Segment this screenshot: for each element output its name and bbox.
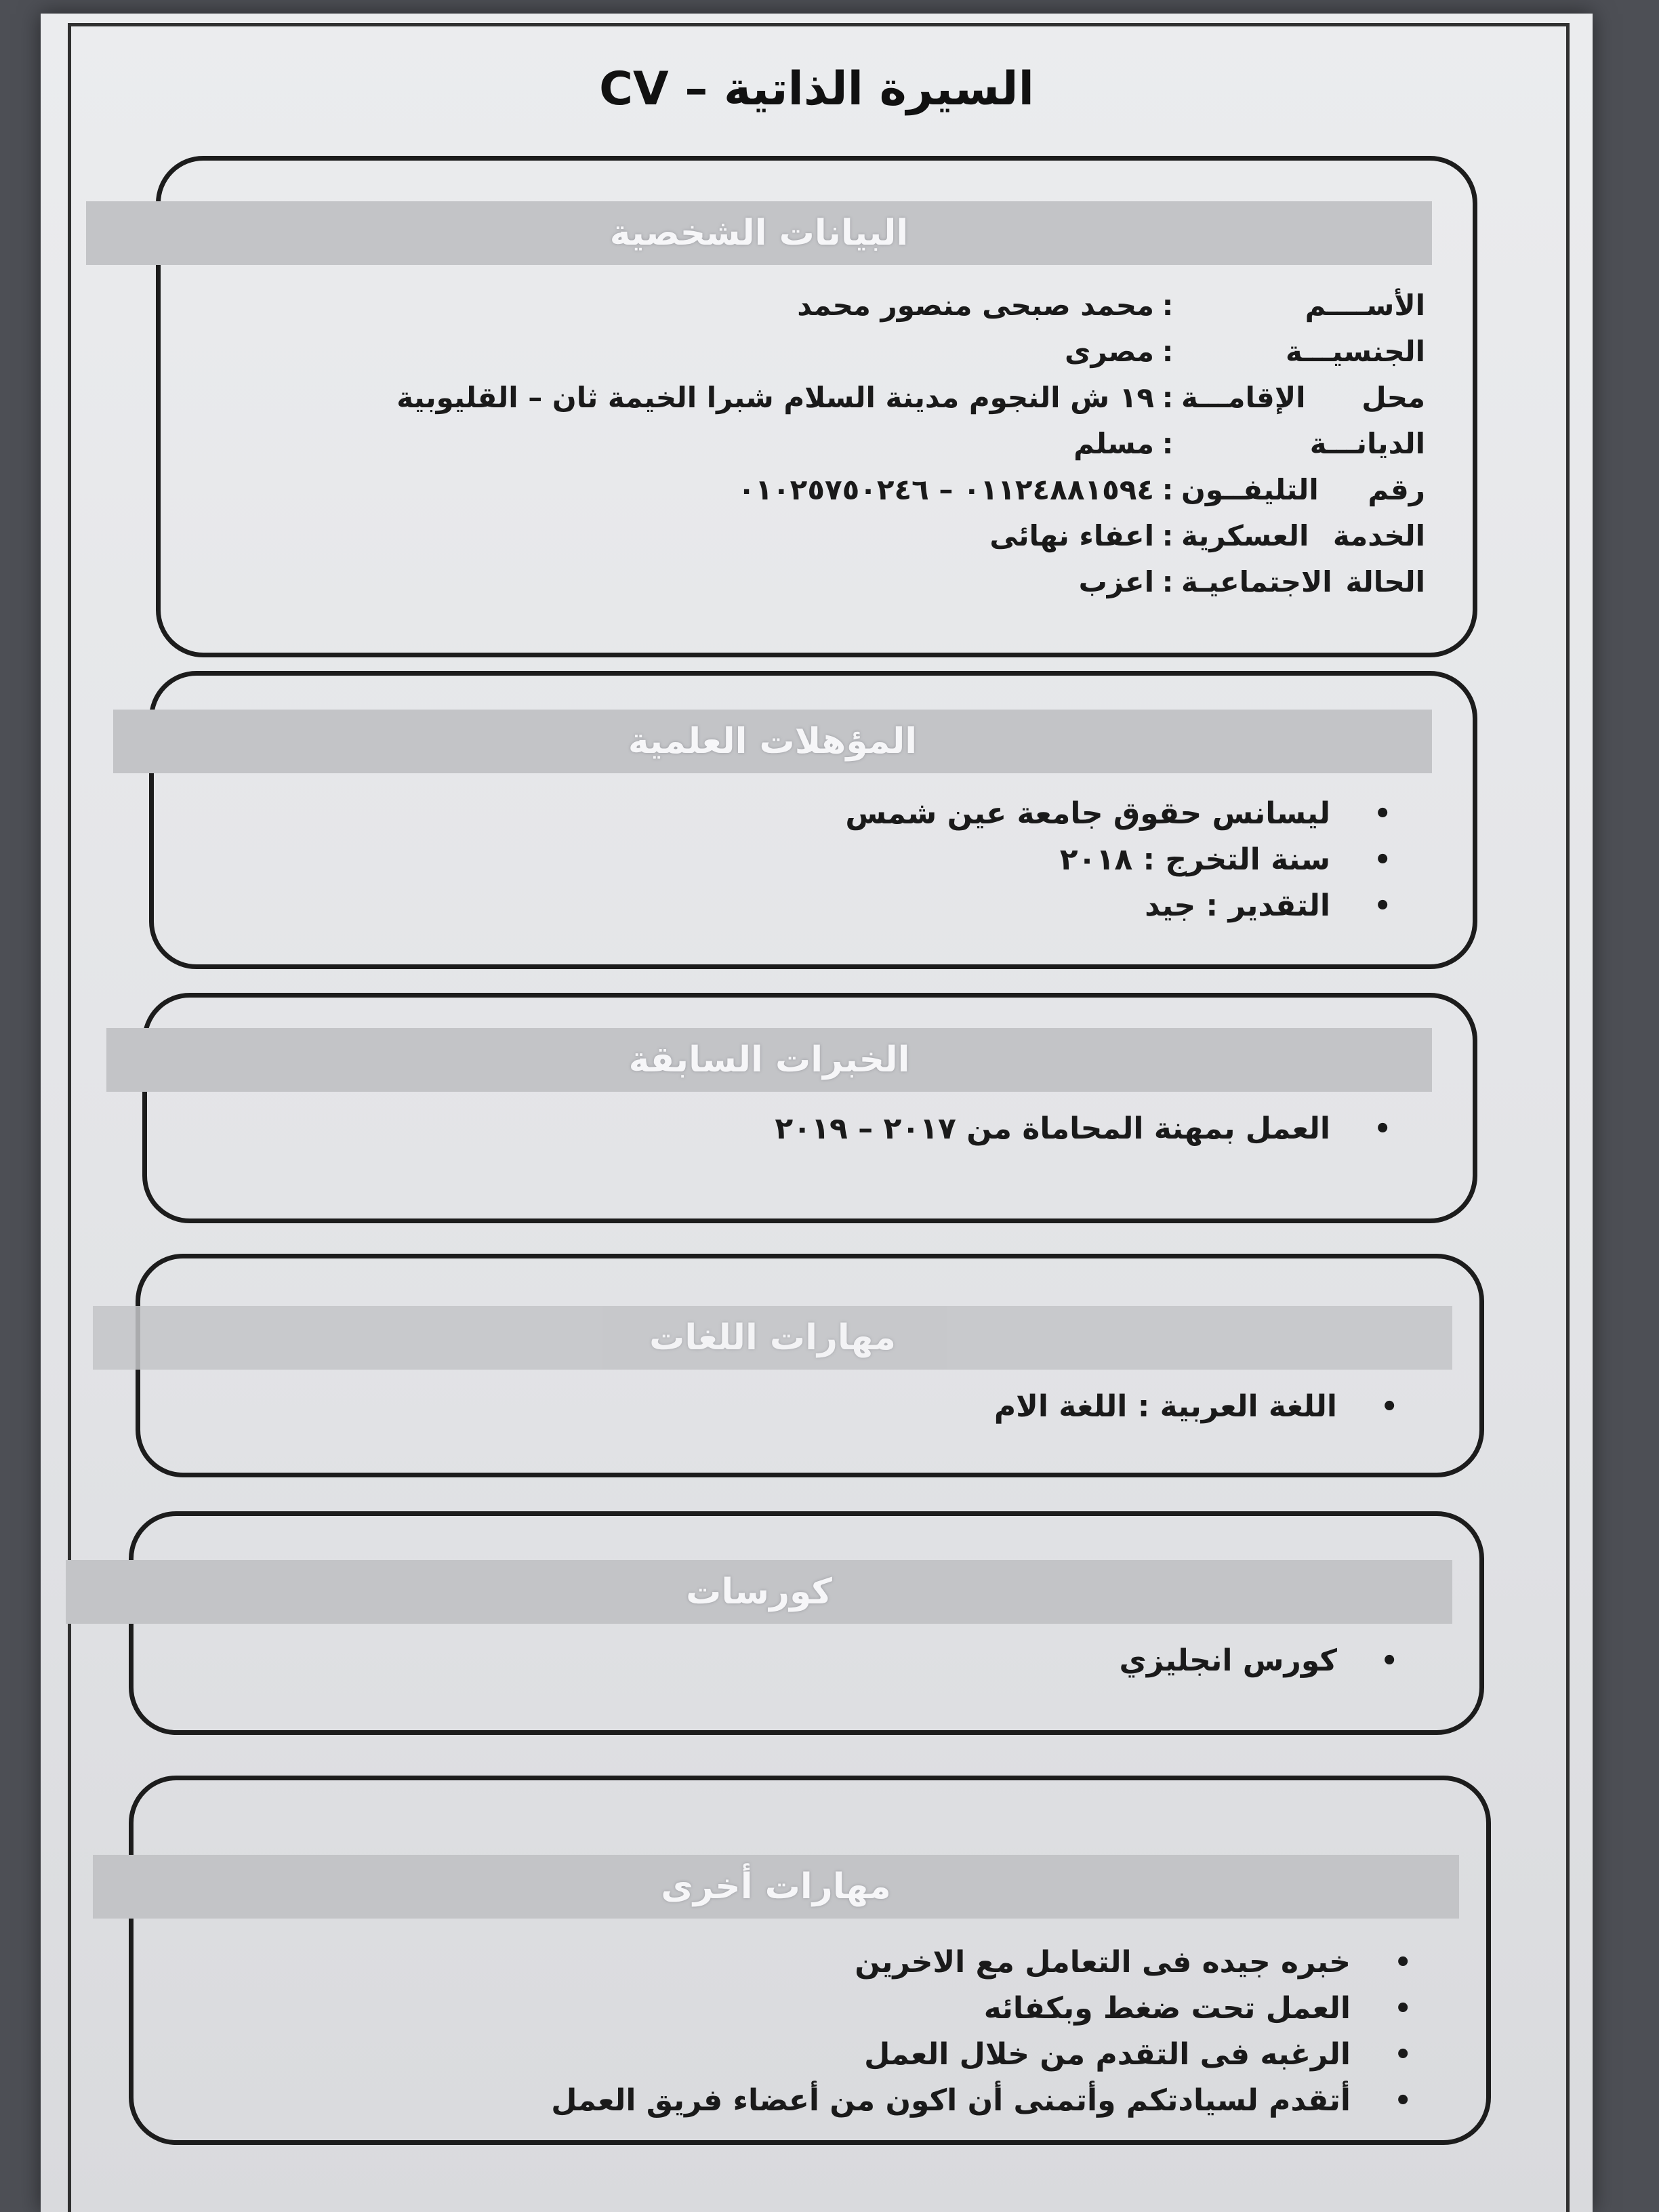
- field-value: محمد صبحى منصور محمد: [797, 288, 1154, 322]
- other-skills-list: [551, 1940, 1412, 2124]
- field-colon: :: [1162, 565, 1174, 598]
- list-item-text: كورس انجليزي: [1119, 1643, 1337, 1678]
- list-item-text: أتقدم لسيادتكم وأتمنى أن اكون من أعضاء فريق العمل: [551, 2083, 1351, 2118]
- bullet-icon: •: [1394, 2085, 1412, 2116]
- courses-list: [1120, 1638, 1398, 1684]
- section-heading-personal: البيانات الشخصية: [86, 201, 1432, 265]
- bullet-icon: •: [1374, 890, 1391, 922]
- list-item: [1120, 1638, 1398, 1684]
- field-label: الحالة الاجتماعيـة: [1181, 565, 1425, 598]
- field-colon: :: [1162, 334, 1174, 368]
- section-heading-other-skills: مهارات أخرى: [93, 1855, 1459, 1919]
- field-religion: [1073, 421, 1425, 466]
- field-value: اعزب: [1078, 565, 1154, 598]
- field-value: ١٩ ش النجوم مدينة السلام شبرا الخيمة ثان – القليوبية: [396, 380, 1154, 414]
- list-item: [775, 1106, 1391, 1152]
- field-value: مسلم: [1073, 426, 1154, 460]
- field-address: [396, 375, 1425, 419]
- field-label: محل الإقامـــة: [1181, 380, 1425, 414]
- field-colon: :: [1162, 426, 1174, 460]
- field-name: [797, 283, 1425, 327]
- list-item-text: التقدير : جيد: [1145, 888, 1330, 923]
- list-item-text: ليسانس حقوق جامعة عين شمس: [845, 796, 1330, 831]
- list-item: [845, 883, 1391, 929]
- field-label: الجنسيـــة: [1285, 334, 1425, 368]
- section-heading-education: المؤهلات العلمية: [113, 710, 1432, 773]
- other-skills-section: [129, 1776, 1491, 2145]
- personal-data-section: [156, 156, 1477, 657]
- education-section: [149, 671, 1477, 969]
- list-item-text: العمل تحت ضغط وبكفائه: [983, 1991, 1351, 2026]
- bullet-icon: •: [1374, 798, 1391, 830]
- bullet-icon: •: [1374, 1113, 1391, 1145]
- list-item: [551, 1940, 1412, 1986]
- list-item-text: العمل بمهنة المحاماة من ٢٠١٧ – ٢٠١٩: [775, 1111, 1330, 1146]
- list-item: [845, 791, 1391, 837]
- experience-list: [775, 1106, 1391, 1152]
- bullet-icon: •: [1374, 844, 1391, 876]
- bullet-icon: •: [1394, 1947, 1412, 1978]
- field-value: اعفاء نهائى: [989, 518, 1154, 552]
- bullet-icon: •: [1380, 1645, 1398, 1677]
- bullet-icon: •: [1394, 2039, 1412, 2070]
- list-item-text: اللغة العربية : اللغة الام: [994, 1389, 1337, 1424]
- field-colon: :: [1162, 380, 1174, 414]
- cv-paper: [41, 14, 1593, 2212]
- field-colon: :: [1162, 472, 1174, 506]
- list-item: [845, 837, 1391, 883]
- bullet-icon: •: [1394, 1993, 1412, 2024]
- languages-section: [136, 1254, 1484, 1477]
- field-military-service: [989, 513, 1425, 558]
- list-item: [551, 2032, 1412, 2078]
- list-item-text: خبره جيده فى التعامل مع الاخرين: [855, 1945, 1351, 1980]
- education-list: [845, 791, 1391, 929]
- field-marital-status: [1079, 559, 1425, 604]
- list-item: [551, 1986, 1412, 2032]
- field-nationality: [1065, 329, 1425, 373]
- document-title: السيرة الذاتية – CV: [599, 62, 1034, 116]
- list-item-text: سنة التخرج : ٢٠١٨: [1059, 842, 1330, 877]
- field-colon: :: [1162, 518, 1174, 552]
- list-item: [551, 2078, 1412, 2124]
- experience-section: [142, 993, 1477, 1223]
- field-phone: [738, 467, 1425, 512]
- section-heading-languages: مهارات اللغات: [93, 1306, 1452, 1370]
- list-item: [994, 1384, 1398, 1430]
- field-label: رقم التليفــون: [1181, 472, 1425, 506]
- field-label: الخدمة العسكرية: [1181, 518, 1425, 552]
- courses-section: [129, 1511, 1484, 1735]
- field-label: الأســــم: [1305, 288, 1425, 322]
- list-item-text: الرغبه فى التقدم من خلال العمل: [864, 2037, 1351, 2072]
- field-value: ٠١١٢٤٨٨١٥٩٤ – ٠١٠٢٥٧٥٠٢٤٦: [737, 472, 1154, 506]
- field-value: مصرى: [1064, 334, 1154, 368]
- languages-list: [994, 1384, 1398, 1430]
- section-heading-courses: كورسات: [66, 1560, 1452, 1624]
- field-label: الديانـــة: [1309, 426, 1425, 460]
- field-colon: :: [1162, 288, 1174, 322]
- section-heading-experience: الخبرات السابقة: [106, 1028, 1432, 1092]
- bullet-icon: •: [1380, 1391, 1398, 1422]
